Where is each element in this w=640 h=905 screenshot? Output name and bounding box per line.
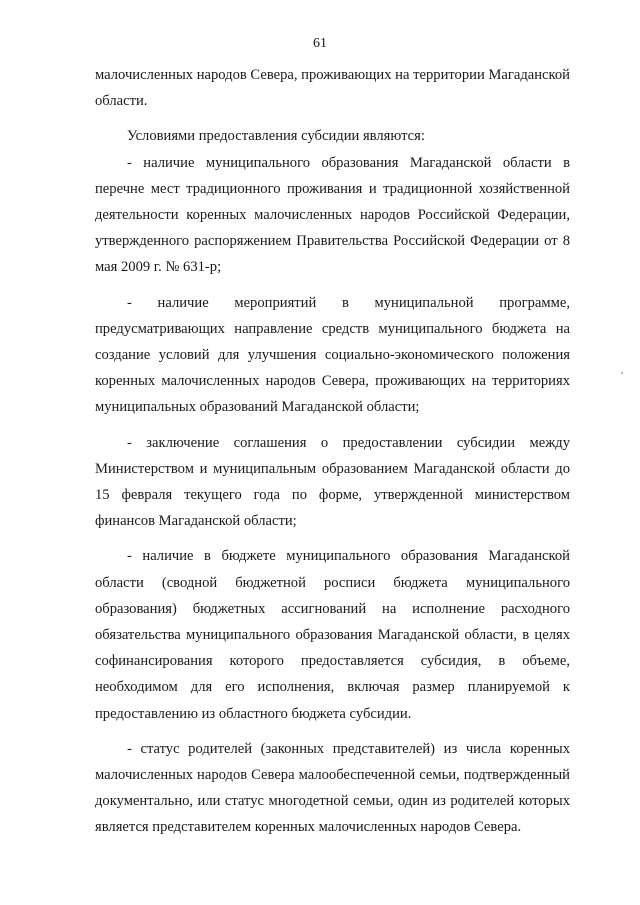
paragraph-continuation: малочисленных народов Севера, проживающих на территории Магаданской области. bbox=[95, 67, 570, 110]
paragraph-condition-agreement: - заключение соглашения о предоставлении субсидии между Министерством и муниципальным образованием Магаданской области до 15 февраля текущего года по форме, утвержденной министерством финансов Магаданской области; bbox=[95, 434, 570, 530]
paragraph-conditions-heading: Условиями предоставления субсидии являются: bbox=[127, 128, 425, 145]
paragraph-condition-territory-list: - наличие муниципального образования Магаданской области в перечне мест традиционного проживания и традиционной хозяйственной деятельности коренных малочисленных народов Российской Федерации, утвержденного распоряжением Правительства Российской Федерации от 8 мая 2009 г. № 631-р; bbox=[95, 154, 570, 276]
paragraph-condition-municipal-program: - наличие мероприятий в муниципальной программе, предусматривающих направление средств муниципального бюджета на создание условий для улучшения социально-экономического положения коренных малочисленных народов Севера, проживающих на территориях муниципальных образований Магаданской области; bbox=[95, 294, 570, 416]
page-number: 61 bbox=[313, 36, 327, 51]
document-body bbox=[95, 62, 570, 841]
paragraph-condition-parent-status: - статус родителей (законных представителей) из числа коренных малочисленных народов Севера малообеспеченной семьи, подтвержденный документально, или статус многодетной семьи, один из родителей которых является представителем коренных малочисленных народов Севера. bbox=[95, 740, 570, 836]
paragraph-condition-budget-allocations: - наличие в бюджете муниципального образования Магаданской области (сводной бюджетной росписи бюджета муниципального образования) бюджетных ассигнований на исполнение расходного обязательства муниципального образования Магаданской области, в целях софинансирования которого предоставляется субсидия, в объеме, необходимом для его исполнения, включая размер планируемой к предоставлению из областного бюджета субсидии. bbox=[95, 548, 570, 722]
scan-speck bbox=[621, 372, 623, 374]
